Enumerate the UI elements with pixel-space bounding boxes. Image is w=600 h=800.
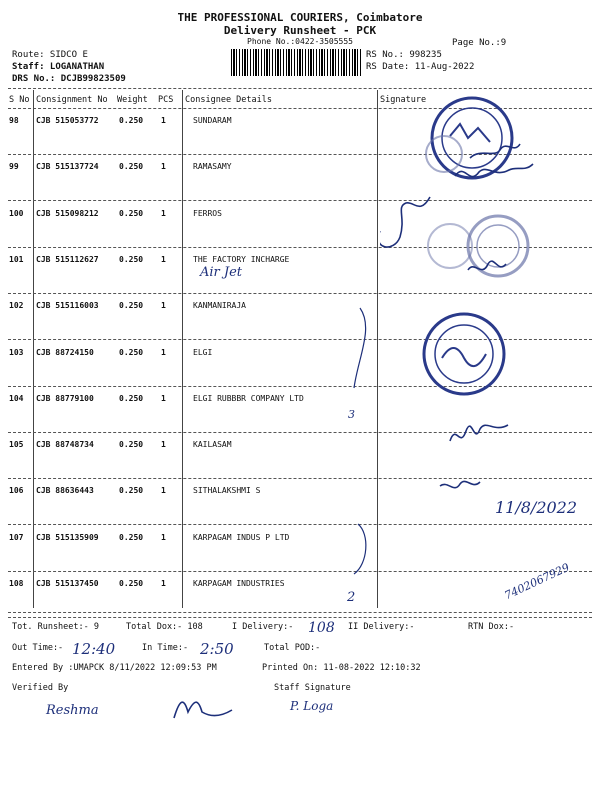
handwritten-in-time: 2:50 (200, 640, 234, 658)
handwritten-date: 11/8/2022 (495, 498, 578, 517)
row-pcs: 1 (161, 254, 166, 264)
col-sno: S No (9, 95, 30, 105)
row-consignment-no: CJB 515137450 (36, 579, 99, 588)
footer-rule (8, 612, 592, 613)
row-sno: 105 (9, 440, 24, 450)
handwritten-out-time: 12:40 (72, 640, 116, 658)
row-sno: 102 (9, 301, 24, 311)
route-label: Route: SIDCO E (12, 50, 88, 60)
row-pcs: 1 (161, 532, 166, 542)
total-dox: Total Dox:- 108 (126, 622, 203, 632)
row-consignment-no: CJB 88724150 (36, 347, 94, 357)
col-signature: Signature (380, 95, 427, 105)
row-consignee: THE FACTORY INCHARGE (193, 254, 290, 264)
handwritten-verified-name: Reshma (46, 703, 99, 718)
barcode (231, 49, 361, 76)
printed-on: Printed On: 11-08-2022 12:10:32 (262, 663, 421, 673)
document-title: Delivery Runsheet - PCK (223, 24, 377, 37)
staff-label: Staff: LOGANATHAN (12, 62, 105, 72)
row-sno: 107 (9, 532, 24, 542)
row-pcs: 1 (161, 486, 166, 496)
row-sno: 106 (9, 486, 24, 496)
out-time-label: Out Time:- (12, 643, 64, 653)
row-consignee: KAILASAM (193, 440, 232, 450)
row-weight: 0.250 (119, 162, 144, 172)
row-weight: 0.250 (119, 486, 144, 496)
drs-number: DRS No.: DCJB99823509 (12, 74, 126, 84)
col-consignee: Consignee Details (185, 95, 272, 105)
row-sno: 101 (9, 254, 24, 264)
phone-number: Phone No.:0422-3505555 (247, 37, 353, 46)
col-consignment: Consignment No (36, 95, 108, 105)
row-consignee: RAMASAMY (193, 162, 232, 172)
row-pcs: 1 (161, 347, 166, 357)
entered-by: Entered By :UMAPCK 8/11/2022 12:09:53 PM (12, 663, 217, 673)
handwritten-air-jet: Air Jet (200, 265, 243, 280)
row-weight: 0.250 (119, 532, 144, 542)
row-consignee: ELGI (193, 347, 213, 357)
stamp-india (468, 216, 528, 276)
in-time-label: In Time:- (142, 643, 189, 653)
row-weight: 0.250 (119, 440, 144, 450)
handwritten-number: 3 (348, 408, 355, 421)
row-sno: 99 (9, 162, 19, 172)
row-sno: 103 (9, 347, 24, 357)
handwritten-phone: 7402067929 (502, 560, 572, 603)
total-pod-label: Total POD:- (264, 643, 321, 653)
staff-signature-label: Staff Signature (274, 683, 351, 693)
row-sno: 104 (9, 393, 24, 403)
verifier-signature (168, 688, 268, 728)
rs-date: RS Date: 11-Aug-2022 (366, 62, 475, 72)
row-consignment-no: CJB 88748734 (36, 440, 94, 450)
row-pcs: 1 (161, 208, 166, 218)
row-weight: 0.250 (119, 116, 144, 125)
row-consignment-no: CJB 515116003 (36, 301, 99, 311)
row-weight: 0.250 (119, 301, 144, 311)
handwritten-staff-sign: P. Loga (290, 699, 334, 713)
row-consignment-no: CJB 88636443 (36, 486, 94, 496)
row-consignee: KARPAGAM INDUS P LTD (193, 532, 290, 542)
handwritten-i-delivery: 108 (308, 620, 335, 636)
row-consignment-no: CJB 515137724 (36, 162, 99, 172)
row-weight: 0.250 (119, 579, 144, 588)
stamps-layer (380, 96, 600, 516)
row-consignment-no: CJB 88779100 (36, 393, 94, 403)
i-delivery-label: I Delivery:- (232, 622, 294, 632)
row-weight: 0.250 (119, 254, 144, 264)
consignee-scribbles (300, 300, 380, 620)
row-weight: 0.250 (119, 347, 144, 357)
row-consignee: SUNDARAM (193, 116, 232, 125)
col-pcs: PCS (158, 95, 174, 105)
row-pcs: 1 (161, 116, 166, 125)
ii-delivery-label: II Delivery:- (348, 622, 415, 632)
row-consignee: ELGI RUBBBR COMPANY LTD (193, 393, 304, 403)
rtn-dox-label: RTN Dox:- (468, 622, 515, 632)
verified-by-label: Verified By (12, 683, 69, 693)
page-number: Page No.:9 (452, 38, 507, 48)
col-divider (33, 90, 34, 608)
company-title: THE PROFESSIONAL COURIERS, Coimbatore (177, 11, 423, 24)
row-pcs: 1 (161, 440, 166, 450)
row-pcs: 1 (161, 301, 166, 311)
row-consignee: SITHALAKSHMI S (193, 486, 261, 496)
row-consignee: FERROS (193, 208, 222, 218)
row-pcs: 1 (161, 393, 166, 403)
row-weight: 0.250 (119, 208, 144, 218)
rs-number: RS No.: 998235 (366, 50, 442, 60)
row-consignee: KANMANIRAJA (193, 301, 246, 311)
tot-runsheet: Tot. Runsheet:- 9 (12, 622, 99, 632)
row-pcs: 1 (161, 162, 166, 172)
row-weight: 0.250 (119, 393, 144, 403)
stamp-ercl (424, 314, 504, 394)
row-consignment-no: CJB 515112627 (36, 254, 99, 264)
row-sno: 100 (9, 208, 24, 218)
row-sno: 108 (9, 579, 24, 588)
row-consignment-no: CJB 515098212 (36, 208, 99, 218)
stamp-round-left (426, 136, 472, 268)
handwritten-number: 2 (347, 590, 356, 605)
row-sno: 98 (9, 116, 19, 125)
row-consignment-no: CJB 515053772 (36, 116, 99, 125)
row-consignment-no: CJB 515135909 (36, 532, 99, 542)
col-divider (182, 90, 183, 608)
header-top-rule (8, 88, 592, 89)
col-weight: Weight (117, 95, 148, 105)
row-pcs: 1 (161, 579, 166, 588)
row-consignee: KARPAGAM INDUSTRIES (193, 579, 285, 588)
stamp-sundaram (432, 98, 512, 178)
